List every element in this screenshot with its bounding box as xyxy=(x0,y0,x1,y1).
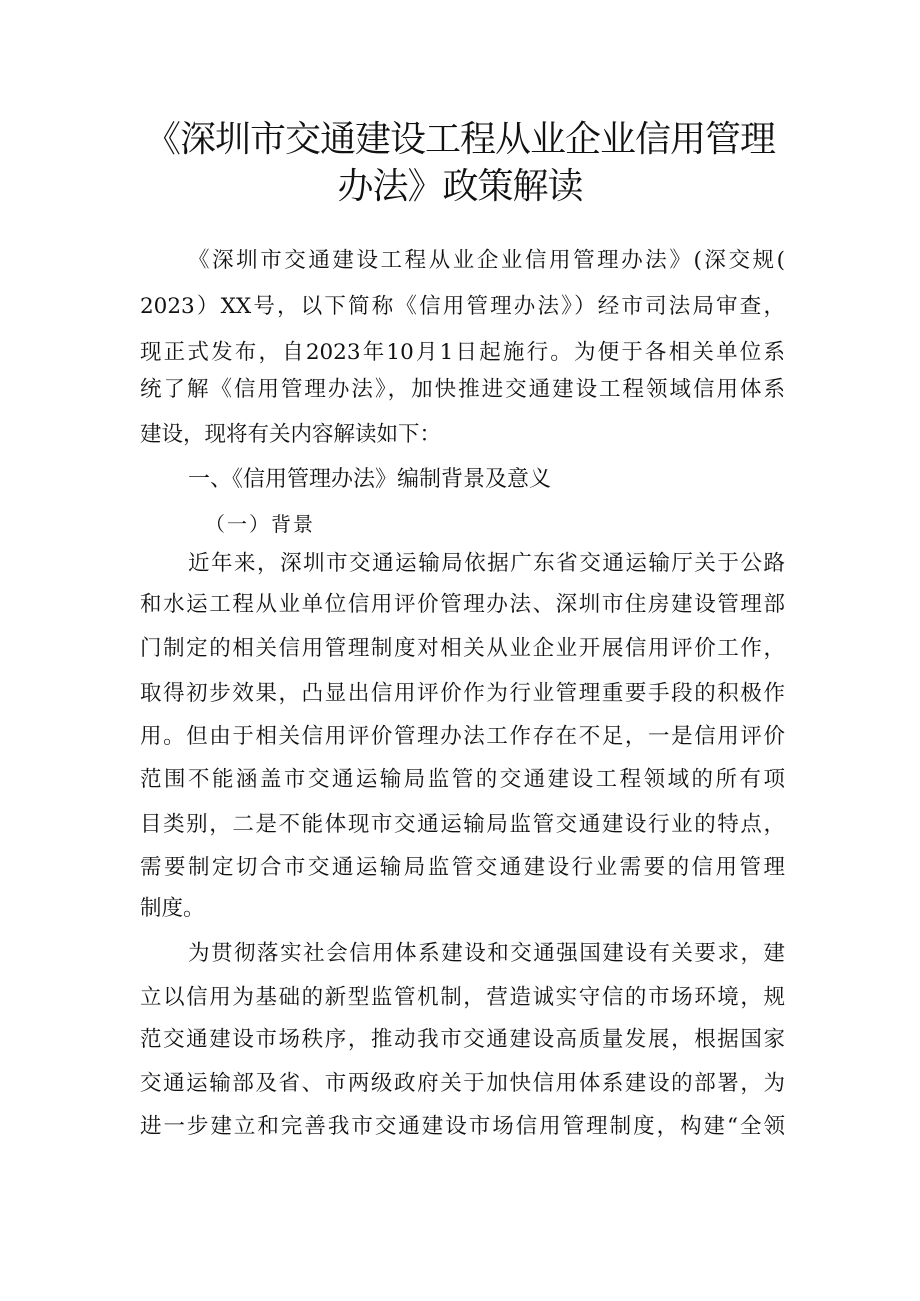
para1-line-2: 和水运工程从业单位信用评价管理办法、深圳市住房建设管理部 xyxy=(140,592,785,617)
document-title-line-1: 《深圳市交通建设工程从业企业信用管理 xyxy=(144,119,775,160)
para1-line-8: 需要制定切合市交通运输局监管交通建设行业需要的信用管理 xyxy=(140,855,785,880)
para2-line-4: 交通运输部及省、市两级政府关于加快信用体系建设的部署，为 xyxy=(140,1071,785,1096)
subsection-heading-background: （一）背景 xyxy=(205,512,315,536)
para1-line-6: 范围不能涵盖市交通运输局监管的交通建设工程领域的所有项 xyxy=(140,767,785,792)
para1-line-9: 制度。 xyxy=(140,896,205,921)
para2-line-1: 为贯彻落实社会信用体系建设和交通强国建设有关要求，建 xyxy=(188,941,785,966)
intro-line-5: 建设，现将有关内容解读如下： xyxy=(140,422,442,447)
para2-line-5: 进一步建立和完善我市交通建设市场信用管理制度，构建“全领 xyxy=(140,1114,785,1139)
para1-line-7: 目类别，二是不能体现市交通运输局监管交通建设行业的特点， xyxy=(140,812,785,837)
para1-line-5: 用。但由于相关信用评价管理办法工作存在不足，一是信用评价 xyxy=(140,724,785,749)
section-heading-1: 一、《信用管理办法》编制背景及意义 xyxy=(188,467,552,492)
intro-line-3: 现正式发布，自2023年10月1日起施行。为便于各相关单位系 xyxy=(140,340,785,365)
intro-line-1: 《深圳市交通建设工程从业企业信用管理办法》(深交规( xyxy=(188,248,785,273)
document-title-line-2: 办法》政策解读 xyxy=(337,166,583,207)
para1-line-4: 取得初步效果，凸显出信用评价作为行业管理重要手段的积极作 xyxy=(140,681,785,706)
intro-line-4: 统了解《信用管理办法》，加快推进交通建设工程领域信用体系 xyxy=(140,377,785,402)
para1-line-1: 近年来，深圳市交通运输局依据广东省交通运输厅关于公路 xyxy=(188,551,785,576)
para2-line-3: 范交通建设市场秩序，推动我市交通建设高质量发展，根据国家 xyxy=(140,1027,785,1052)
intro-line-2: 2023）XX号，以下简称《信用管理办法》）经市司法局审查， xyxy=(140,294,785,319)
para2-line-2: 立以信用为基础的新型监管机制，营造诚实守信的市场环境，规 xyxy=(140,985,785,1010)
para1-line-3: 门制定的相关信用管理制度对相关从业企业开展信用评价工作， xyxy=(140,636,785,661)
